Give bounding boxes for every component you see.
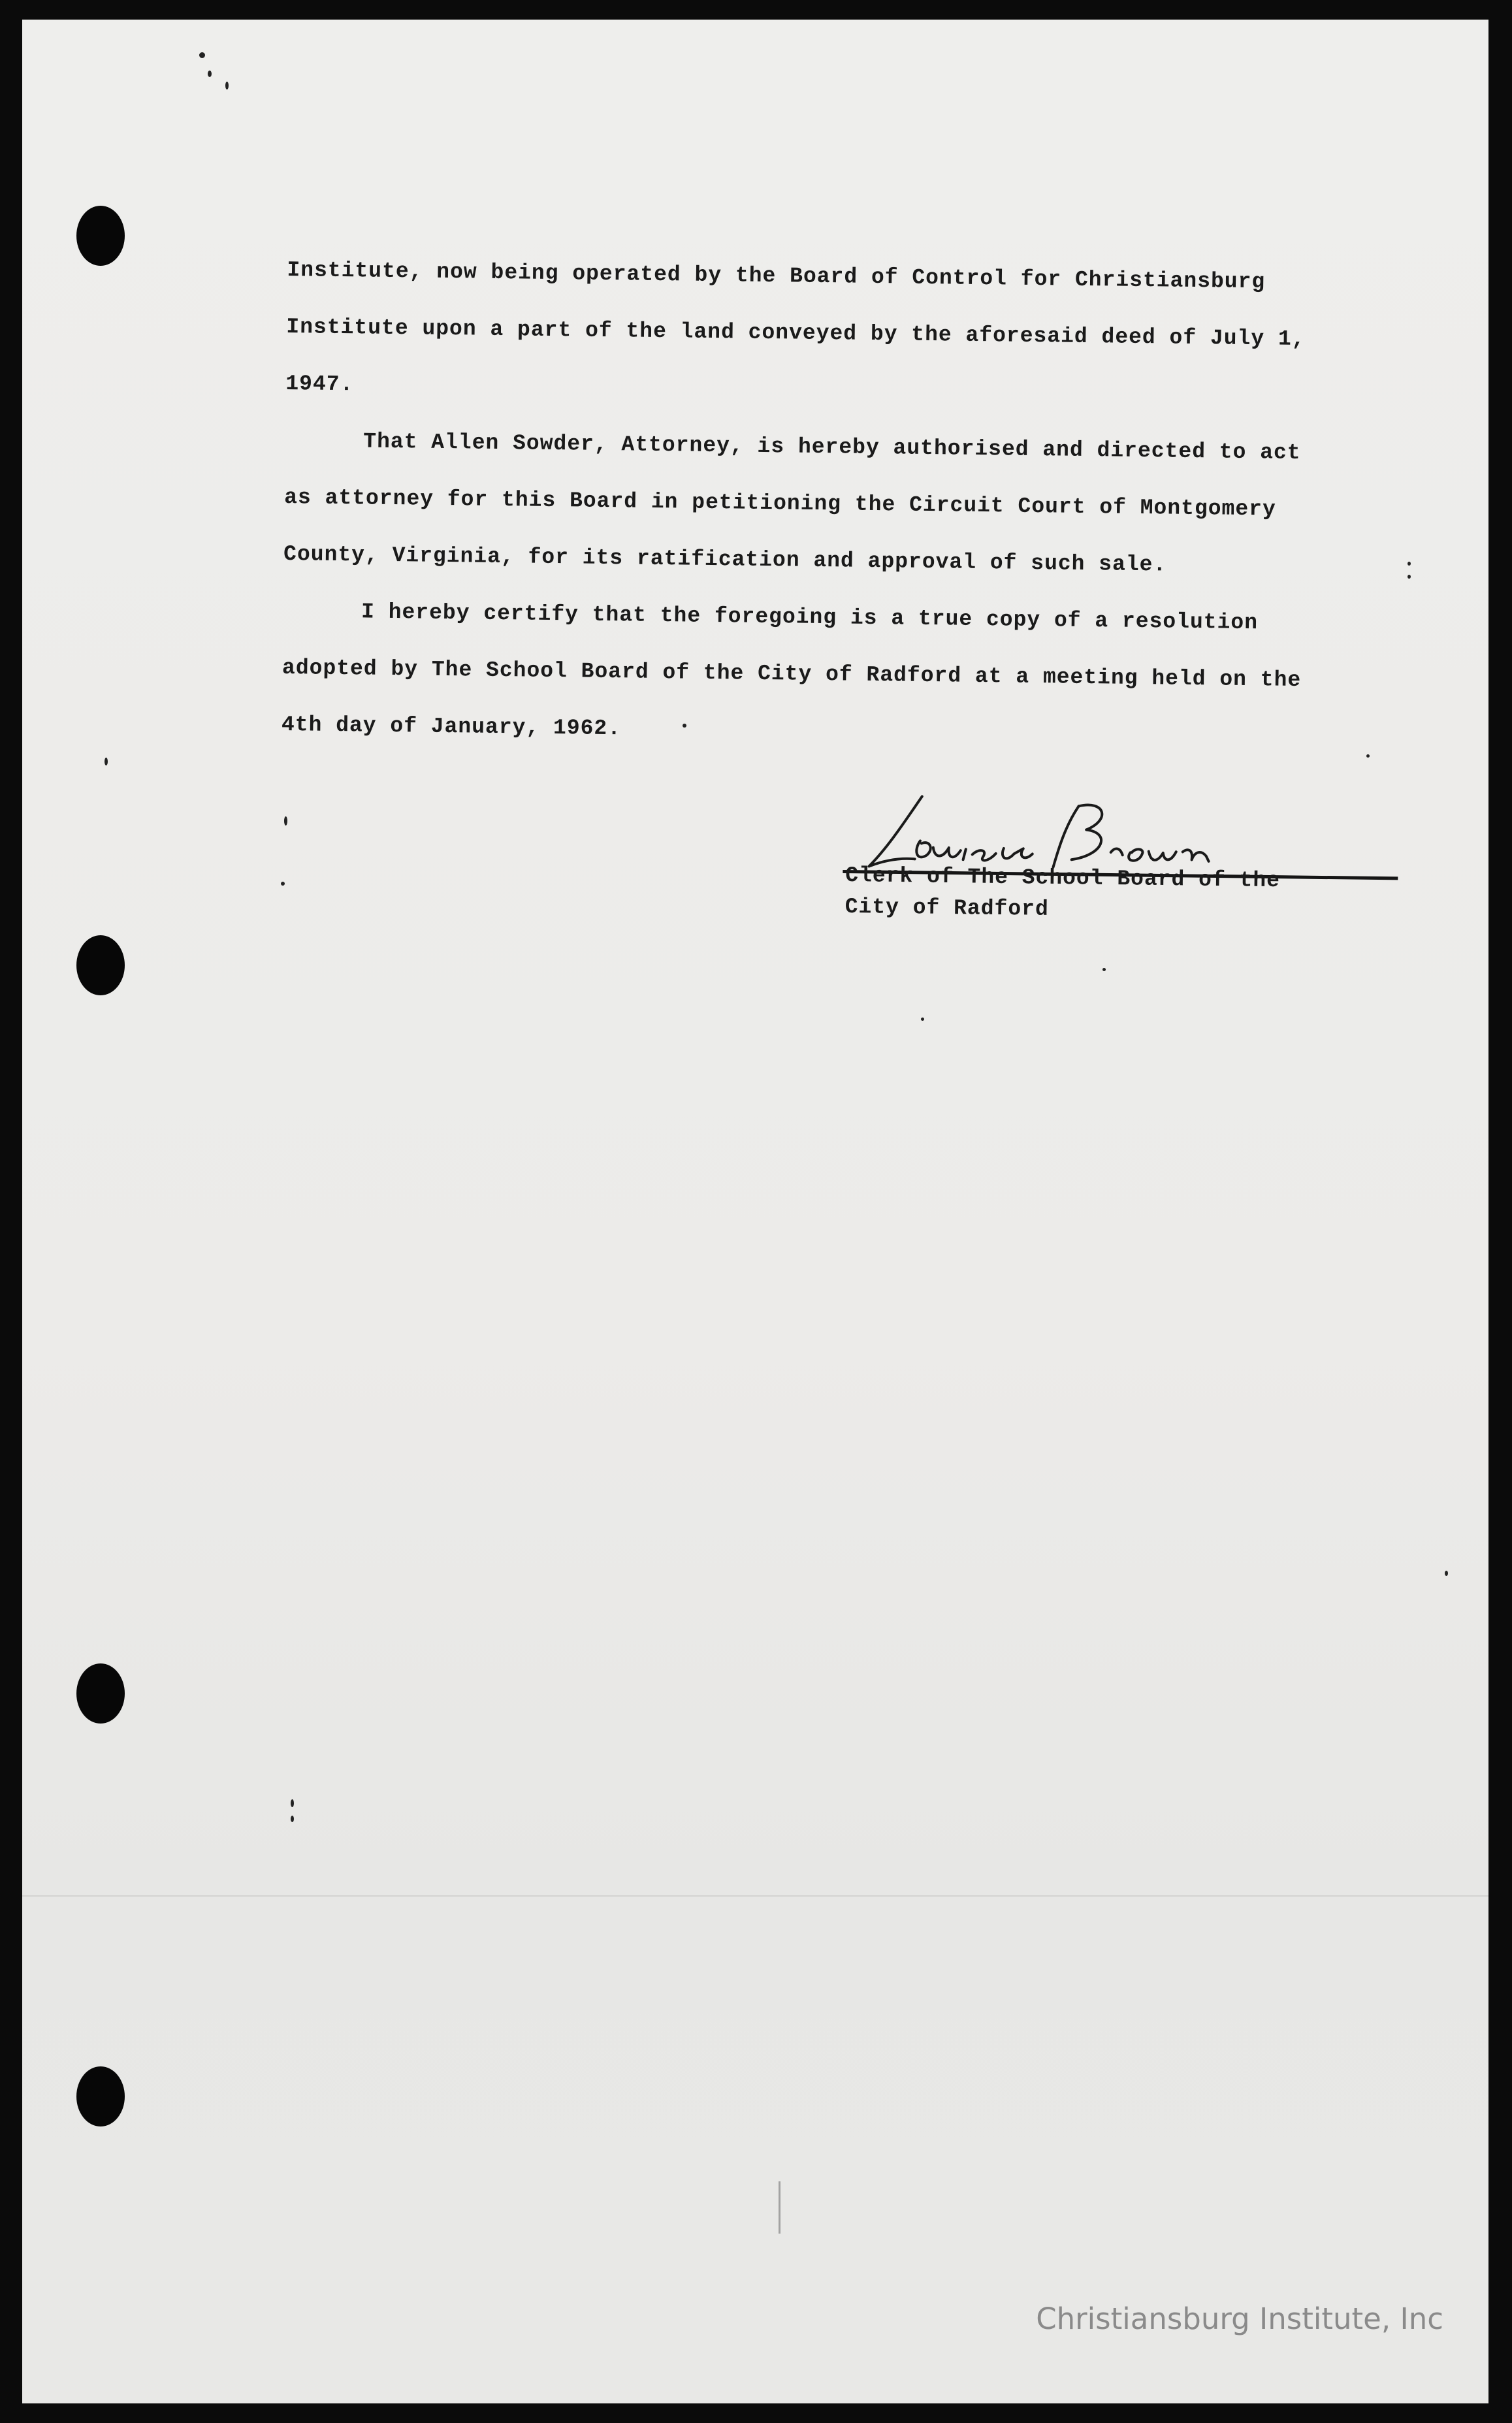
text-line: 4th day of January, 1962. xyxy=(281,712,622,741)
punch-hole-3 xyxy=(76,1663,125,1724)
text-line: Institute, now being operated by the Board of Control for Christiansburg xyxy=(287,257,1266,295)
scan-speck xyxy=(105,758,108,765)
scan-speck xyxy=(779,2181,780,2234)
text-line: adopted by The School Board of the City of Radford at a meeting held on the xyxy=(281,655,1302,693)
watermark-label: Christiansburg Institute, Inc xyxy=(1036,2302,1443,2336)
paragraph-continuation xyxy=(285,242,1385,426)
signature-block xyxy=(842,784,1406,934)
paragraph-attorney xyxy=(283,412,1383,596)
scan-speck xyxy=(199,52,205,58)
paragraph-certification xyxy=(281,583,1380,767)
text-line: I hereby certify that the foregoing is a true copy of a resolution xyxy=(361,600,1259,635)
scan-speck xyxy=(921,1018,924,1021)
scan-speck xyxy=(291,1816,294,1822)
punch-hole-4 xyxy=(76,2066,125,2126)
text-line: County, Virginia, for its ratification and approval of such sale. xyxy=(283,541,1167,577)
scan-speck xyxy=(225,82,229,89)
clerk-title-line-2: City of Radford xyxy=(844,895,1049,922)
scan-speck xyxy=(208,71,212,77)
punch-hole-2 xyxy=(76,935,125,995)
text-line: Institute upon a part of the land conveyed by the aforesaid deed of July 1, xyxy=(286,314,1306,352)
scan-speck xyxy=(284,816,287,826)
punch-hole-1 xyxy=(76,206,125,266)
scan-speck xyxy=(1407,575,1411,579)
text-line: as attorney for this Board in petitioning the Circuit Court of Montgomery xyxy=(283,485,1276,522)
scan-speck xyxy=(281,882,285,886)
text-line: 1947. xyxy=(285,371,354,397)
resolution-text xyxy=(281,242,1384,766)
text-line: That Allen Sowder, Attorney, is hereby authorised and directed to act xyxy=(363,429,1301,465)
scan-speck xyxy=(1366,754,1370,758)
scan-speck xyxy=(1407,562,1411,566)
scan-speck xyxy=(683,724,686,728)
scan-speck xyxy=(291,1799,294,1807)
scan-speck xyxy=(1102,968,1106,971)
scan-speck xyxy=(1445,1571,1448,1576)
paper-fold-line xyxy=(22,1895,1488,1897)
clerk-title-line-1: Clerk of The School Board of the xyxy=(845,863,1281,893)
